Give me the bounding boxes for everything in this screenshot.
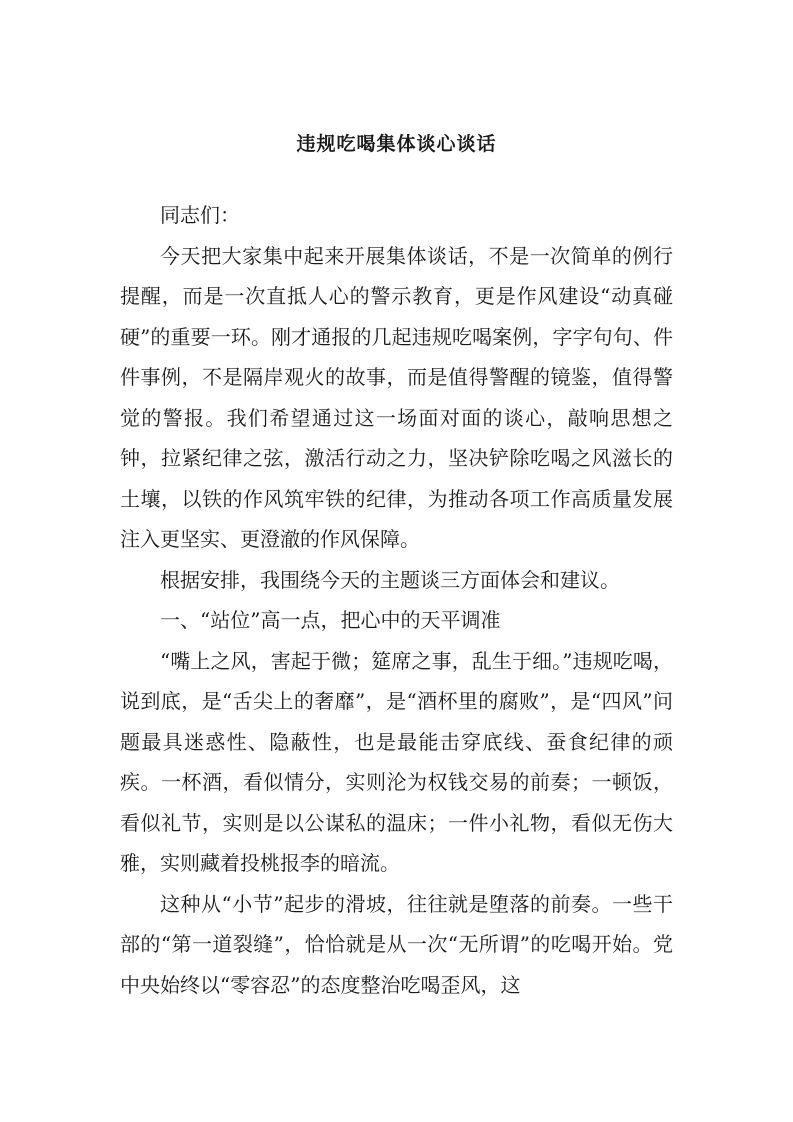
section-1-paragraph-1: “嘴上之风，害起于微；筵席之事，乱生于细。”违规吃喝，说到底，是“舌尖上的奢靡”，是“酒杯里的腐败”，是“四风”问题最具迷惑性、隐蔽性，也是最能击穿底线、蚕食纪律的顽疾。一杯酒，看似情分，实则沦为权钱交易的前奏；一顿饭，看似礼节，实则是以公谋私的温床；一件小礼物，看似无伤大雅，实则藏着投桃报李的暗流。 (120, 648, 673, 875)
document-title: 违规吃喝集体谈心谈话 (296, 133, 497, 155)
arrangement-paragraph: 根据安排，我围绕今天的主题谈三方面体会和建议。 (160, 567, 620, 592)
section-heading-1: 一、“站位”高一点，把心中的天平调准 (160, 608, 501, 632)
document-body (120, 195, 673, 1005)
section-1-paragraph-2: 这种从“小节”起步的滑坡，往往就是堕落的前奏。一些干部的“第一道裂缝”，恰恰就是从一次“无所谓”的吃喝开始。党中央始终以“零容忍”的态度整治吃喝歪风，这 (120, 891, 673, 997)
intro-paragraph: 今天把大家集中起来开展集体谈话，不是一次简单的例行提醒，而是一次直抵人心的警示教育，更是作风建设“动真碰硬”的重要一环。刚才通报的几起违规吃喝案例，字字句句、件件事例，不是隔岸观火的故事，而是值得警醒的镜鉴，值得警觉的警报。我们希望通过这一场面对面的谈心，敲响思想之钟，拉紧纪律之弦，激活行动之力，坚决铲除吃喝之风滋长的土壤，以铁的作风筑牢铁的纪律，为推动各项工作高质量发展注入更坚实、更澄澈的作风保障。 (120, 243, 673, 551)
salutation-paragraph: 同志们： (160, 203, 240, 227)
